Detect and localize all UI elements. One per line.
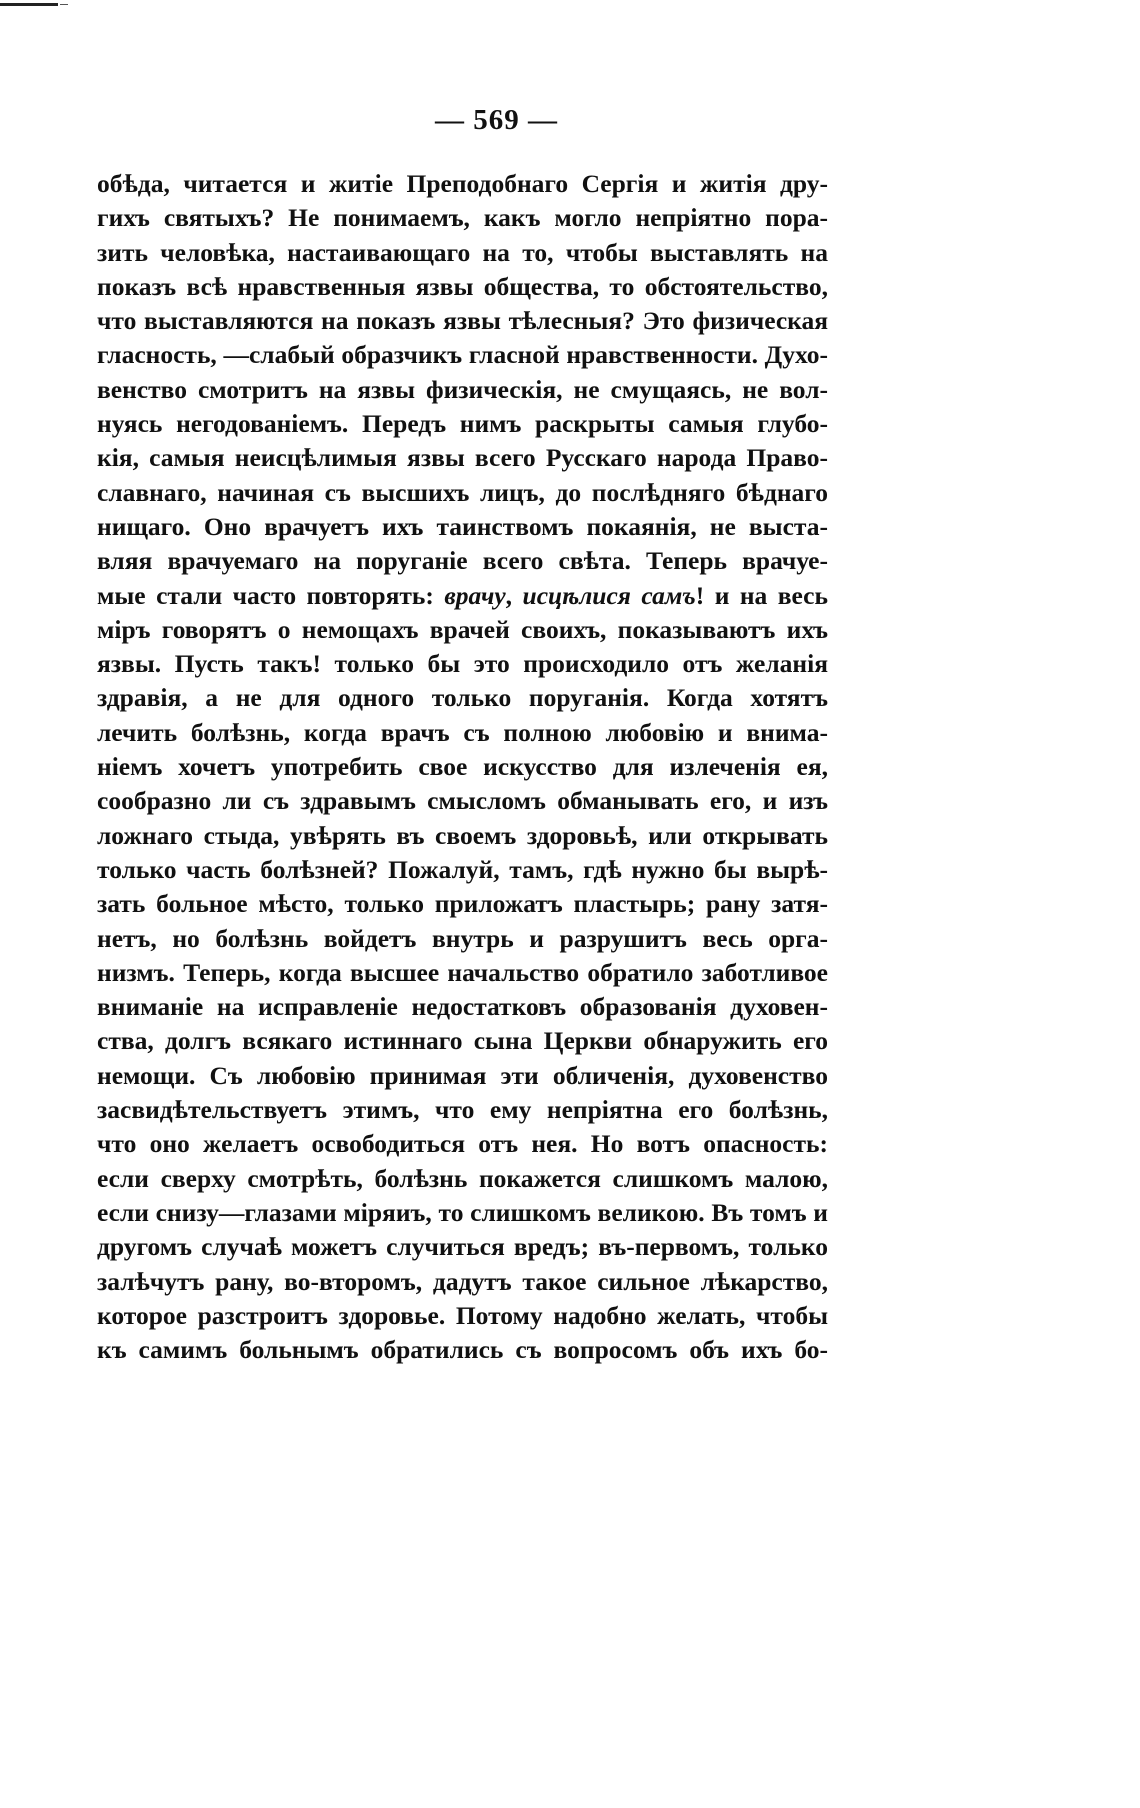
text-line: ніемъ хочетъ употребить свое искусство для излеченія ея, (97, 752, 828, 782)
text-line: залѣчутъ рану, во-второмъ, дадутъ такое сильное лѣкарство, (97, 1266, 828, 1296)
text-line: ства, долгъ всякаго истиннаго сына Церкви обнаружить его (97, 1026, 828, 1056)
text-line: здравія, а не для одного только поруганія. Когда хотятъ (97, 683, 828, 713)
text-line: нуясь негодованіемъ. Передъ нимъ раскрыты самыя глубо- (97, 409, 828, 439)
italic-quote: врачу (444, 580, 506, 610)
text-line: славнаго, начиная съ высшихъ лицъ, до послѣдняго бѣднаго (97, 477, 828, 507)
text-line: что оно желаетъ освободиться отъ нея. Но вотъ опасность: (97, 1129, 828, 1159)
text-line: которое разстроитъ здоровье. Потому надобно желать, чтобы (97, 1300, 828, 1330)
text-line-with-italic (97, 579, 828, 613)
text-line: гласность, —слабый образчикъ гласной нравственности. Духо- (97, 340, 828, 370)
text-line: сообразно ли съ здравымъ смысломъ обманывать его, и изъ (97, 786, 828, 816)
italic-quote: исцѣлися самъ (522, 580, 696, 610)
text-line: если снизу—глазами міряиъ, то слишкомъ великою. Въ томъ и (97, 1197, 828, 1227)
text-line: зать больное мѣсто, только приложатъ пластырь; рану затя- (97, 889, 828, 919)
text-line: гихъ святыхъ? Не понимаемъ, какъ могло непріятно пора- (97, 203, 828, 233)
scan-edge-mark-small (60, 4, 68, 5)
scan-edge-mark (0, 3, 58, 6)
text-line: что выставляются на показъ язвы тѣлесныя? Это физическая (97, 306, 828, 336)
text-line: венство смотритъ на язвы физическія, не смущаясь, не вол- (97, 374, 828, 404)
text-line: къ самимъ больнымъ обратились съ вопросомъ объ ихъ бо- (97, 1335, 828, 1365)
body-text (97, 167, 828, 1367)
text-line: только часть болѣзней? Пожалуй, тамъ, гдѣ нужно бы вырѣ- (97, 854, 828, 884)
text-line: засвидѣтельствуетъ этимъ, что ему непріятна его болѣзнь, (97, 1095, 828, 1125)
text-line: лечить болѣзнь, когда врачъ съ полною любовію и внима- (97, 717, 828, 747)
text-line: кія, самыя неисцѣлимыя язвы всего Русскаго народа Право- (97, 443, 828, 473)
text-line: другомъ случаѣ можетъ случиться вредъ; въ-первомъ, только (97, 1232, 828, 1262)
text-line: немощи. Съ любовію принимая эти обличенія, духовенство (97, 1060, 828, 1090)
text-segment: ! и на весь (695, 580, 828, 610)
text-line: обѣда, читается и житіе Преподобнаго Сергія и житія дру- (97, 169, 828, 198)
page-number: — 569 — (435, 104, 558, 136)
text-line: вниманіе на исправленіе недостатковъ образованія духовен- (97, 992, 828, 1022)
text-line: если сверху смотрѣть, болѣзнь покажется слишкомъ малою, (97, 1163, 828, 1193)
text-line: вляя врачуемаго на поруганіе всего свѣта. Теперь врачуе- (97, 546, 828, 576)
text-line: нищаго. Оно врачуетъ ихъ таинствомъ покаянія, не выста- (97, 511, 828, 541)
text-line: ложнаго стыда, увѣрять въ своемъ здоровьѣ, или открывать (97, 820, 828, 850)
text-line: нетъ, но болѣзнь войдетъ внутрь и разрушитъ весь орга- (97, 923, 828, 953)
text-line: показъ всѣ нравственныя язвы общества, то обстоятельство, (97, 271, 828, 301)
text-line: зить человѣка, настаивающаго на то, чтобы выставлять на (97, 237, 828, 267)
text-line: низмъ. Теперь, когда высшее начальство обратило заботливое (97, 957, 828, 987)
text-segment: мые стали часто повторять: (97, 580, 445, 610)
text-line: міръ говорятъ о немощахъ врачей своихъ, показываютъ ихъ (97, 614, 828, 644)
text-segment: , (505, 580, 523, 610)
text-line: язвы. Пусть такъ! только бы это происходило отъ желанія (97, 649, 828, 679)
